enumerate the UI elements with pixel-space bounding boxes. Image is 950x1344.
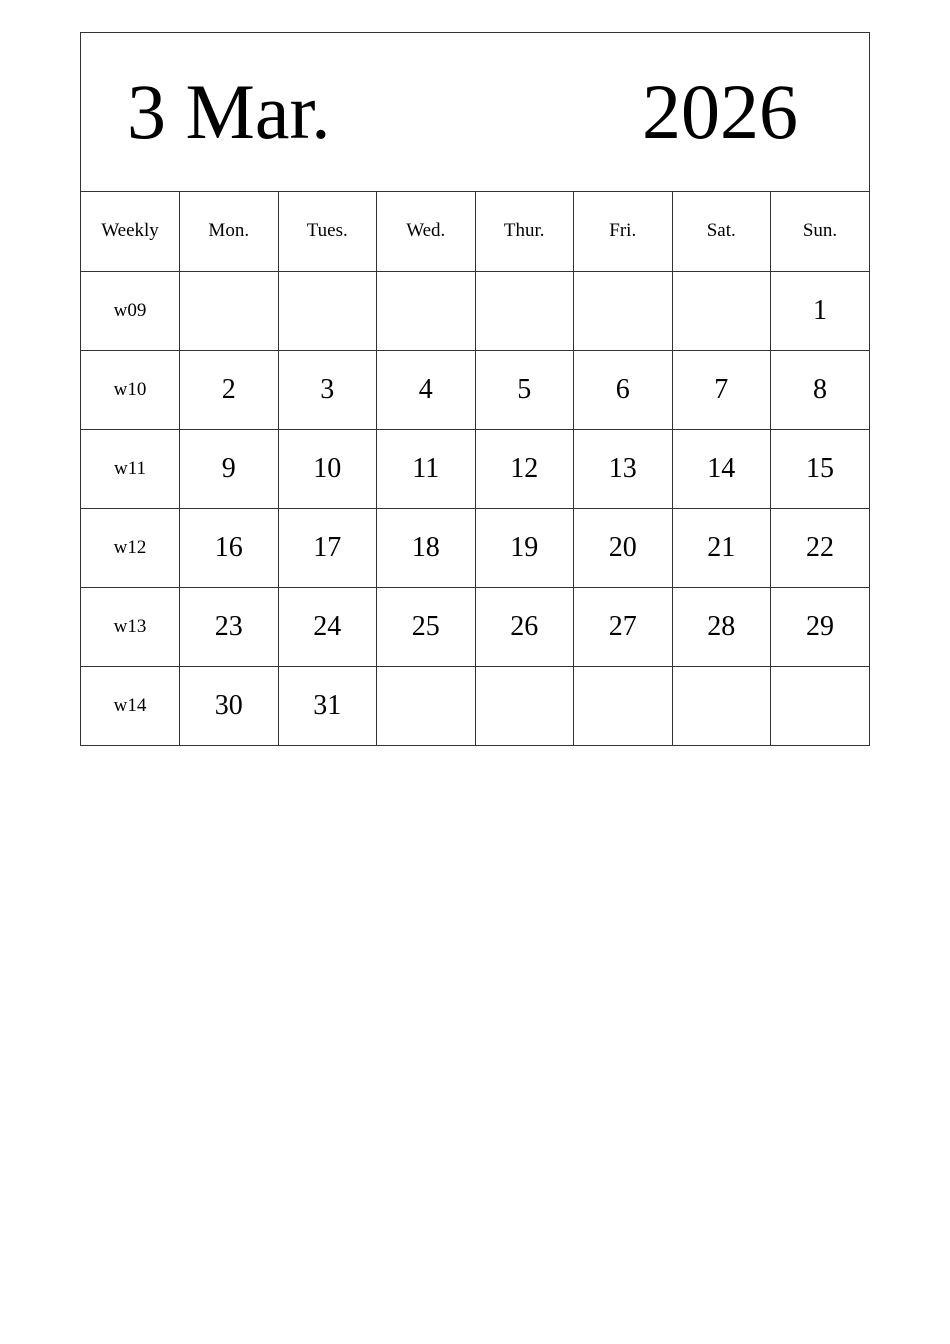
day-cell: 11 xyxy=(377,429,476,508)
day-cell: 23 xyxy=(180,587,279,666)
day-cell: 1 xyxy=(771,271,870,350)
day-cell xyxy=(377,666,476,745)
week-row xyxy=(81,350,869,429)
day-cell: 5 xyxy=(475,350,574,429)
day-cell: 9 xyxy=(180,429,279,508)
week-row xyxy=(81,429,869,508)
day-cell: 27 xyxy=(574,587,673,666)
week-row xyxy=(81,508,869,587)
column-header-fri: Fri. xyxy=(574,192,673,271)
day-cell xyxy=(771,666,870,745)
column-header-sat: Sat. xyxy=(672,192,771,271)
column-header-weekly: Weekly xyxy=(81,192,180,271)
week-label: w11 xyxy=(81,429,180,508)
day-cell: 26 xyxy=(475,587,574,666)
week-label: w13 xyxy=(81,587,180,666)
week-row xyxy=(81,666,869,745)
day-cell: 3 xyxy=(278,350,377,429)
day-cell: 4 xyxy=(377,350,476,429)
day-cell xyxy=(574,666,673,745)
day-cell: 6 xyxy=(574,350,673,429)
week-label: w09 xyxy=(81,271,180,350)
day-cell: 2 xyxy=(180,350,279,429)
year-title: 2026 xyxy=(642,68,798,155)
day-cell: 25 xyxy=(377,587,476,666)
weekday-header-row xyxy=(81,192,869,271)
day-cell: 8 xyxy=(771,350,870,429)
column-header-tue: Tues. xyxy=(278,192,377,271)
day-cell: 21 xyxy=(672,508,771,587)
month-title: 3 Mar. xyxy=(127,68,331,155)
day-cell: 19 xyxy=(475,508,574,587)
calendar-grid xyxy=(81,192,869,745)
day-cell: 17 xyxy=(278,508,377,587)
day-cell xyxy=(475,271,574,350)
day-cell: 24 xyxy=(278,587,377,666)
day-cell: 15 xyxy=(771,429,870,508)
week-row xyxy=(81,587,869,666)
day-cell: 30 xyxy=(180,666,279,745)
day-cell: 22 xyxy=(771,508,870,587)
week-label: w10 xyxy=(81,350,180,429)
week-label: w12 xyxy=(81,508,180,587)
column-header-wed: Wed. xyxy=(377,192,476,271)
day-cell: 14 xyxy=(672,429,771,508)
day-cell: 28 xyxy=(672,587,771,666)
column-header-thu: Thur. xyxy=(475,192,574,271)
day-cell xyxy=(475,666,574,745)
day-cell xyxy=(672,666,771,745)
day-cell: 7 xyxy=(672,350,771,429)
column-header-sun: Sun. xyxy=(771,192,870,271)
day-cell: 20 xyxy=(574,508,673,587)
day-cell xyxy=(377,271,476,350)
day-cell xyxy=(180,271,279,350)
day-cell: 29 xyxy=(771,587,870,666)
day-cell: 10 xyxy=(278,429,377,508)
day-cell xyxy=(672,271,771,350)
day-cell: 12 xyxy=(475,429,574,508)
day-cell: 18 xyxy=(377,508,476,587)
week-label: w14 xyxy=(81,666,180,745)
calendar xyxy=(80,32,870,746)
day-cell: 16 xyxy=(180,508,279,587)
calendar-header xyxy=(81,33,869,192)
day-cell: 31 xyxy=(278,666,377,745)
column-header-mon: Mon. xyxy=(180,192,279,271)
day-cell xyxy=(278,271,377,350)
day-cell xyxy=(574,271,673,350)
week-row xyxy=(81,271,869,350)
day-cell: 13 xyxy=(574,429,673,508)
